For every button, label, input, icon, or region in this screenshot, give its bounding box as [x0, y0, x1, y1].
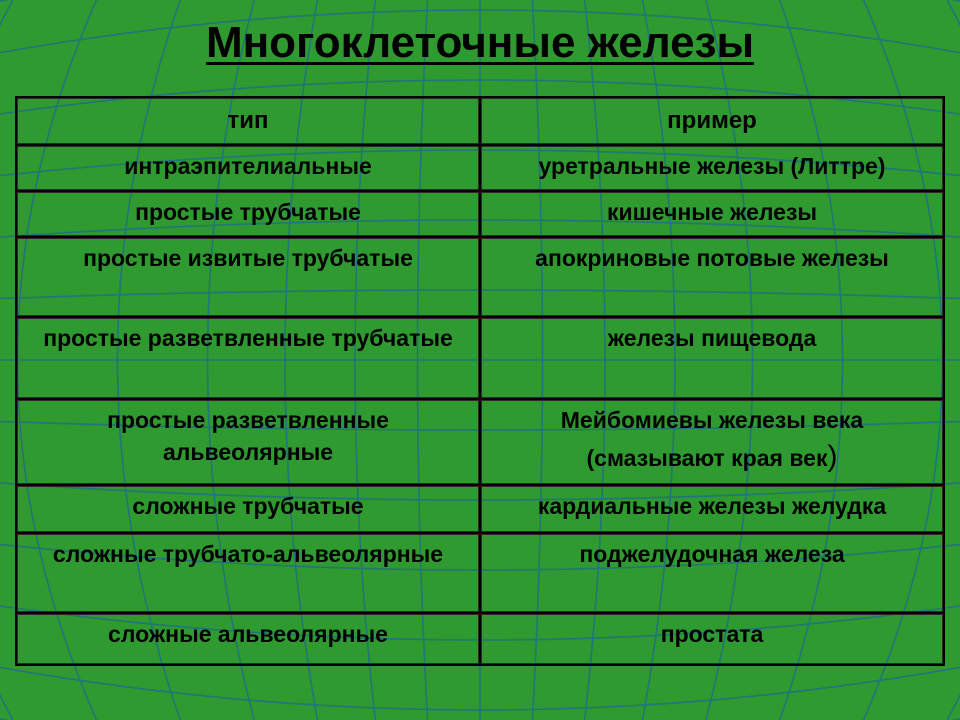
slide-title: [0, 18, 960, 68]
cell-type: простые извитые трубчатые: [16, 237, 480, 317]
table-row: [16, 237, 944, 317]
cell-example: кишечные железы: [480, 191, 944, 237]
cell-type: интраэпителиальные: [16, 145, 480, 191]
table-row: [16, 533, 944, 613]
cell-type: сложные трубчато-альвеолярные: [16, 533, 480, 613]
table-row: [16, 613, 944, 665]
table-row: [16, 191, 944, 237]
cell-example: апокриновые потовые железы: [480, 237, 944, 317]
cell-example-text: Мейбомиевы железы века (смазывают края век: [560, 407, 864, 472]
cell-type: сложные трубчатые: [16, 485, 480, 533]
cell-type: простые разветвленные альвеолярные: [16, 399, 480, 485]
cell-type: сложные альвеолярные: [16, 613, 480, 665]
cell-example: уретральные железы (Литтре): [480, 145, 944, 191]
table-row: [16, 485, 944, 533]
table-row: [16, 145, 944, 191]
table-header-row: [16, 97, 944, 145]
header-type: тип: [16, 97, 480, 145]
cell-example: [480, 399, 944, 485]
cell-example: поджелудочная железа: [480, 533, 944, 613]
cell-type: простые трубчатые: [16, 191, 480, 237]
table-row: [16, 317, 944, 399]
header-example: пример: [480, 97, 944, 145]
cell-example: железы пищевода: [480, 317, 944, 399]
cell-example: простата: [480, 613, 944, 665]
table-row: [16, 399, 944, 485]
closing-parenthesis: ): [827, 440, 838, 474]
cell-type: простые разветвленные трубчатые: [16, 317, 480, 399]
glands-table: [15, 96, 945, 666]
slide-title-text: Многоклеточные железы: [205, 18, 755, 67]
cell-example: кардиальные железы желудка: [480, 485, 944, 533]
